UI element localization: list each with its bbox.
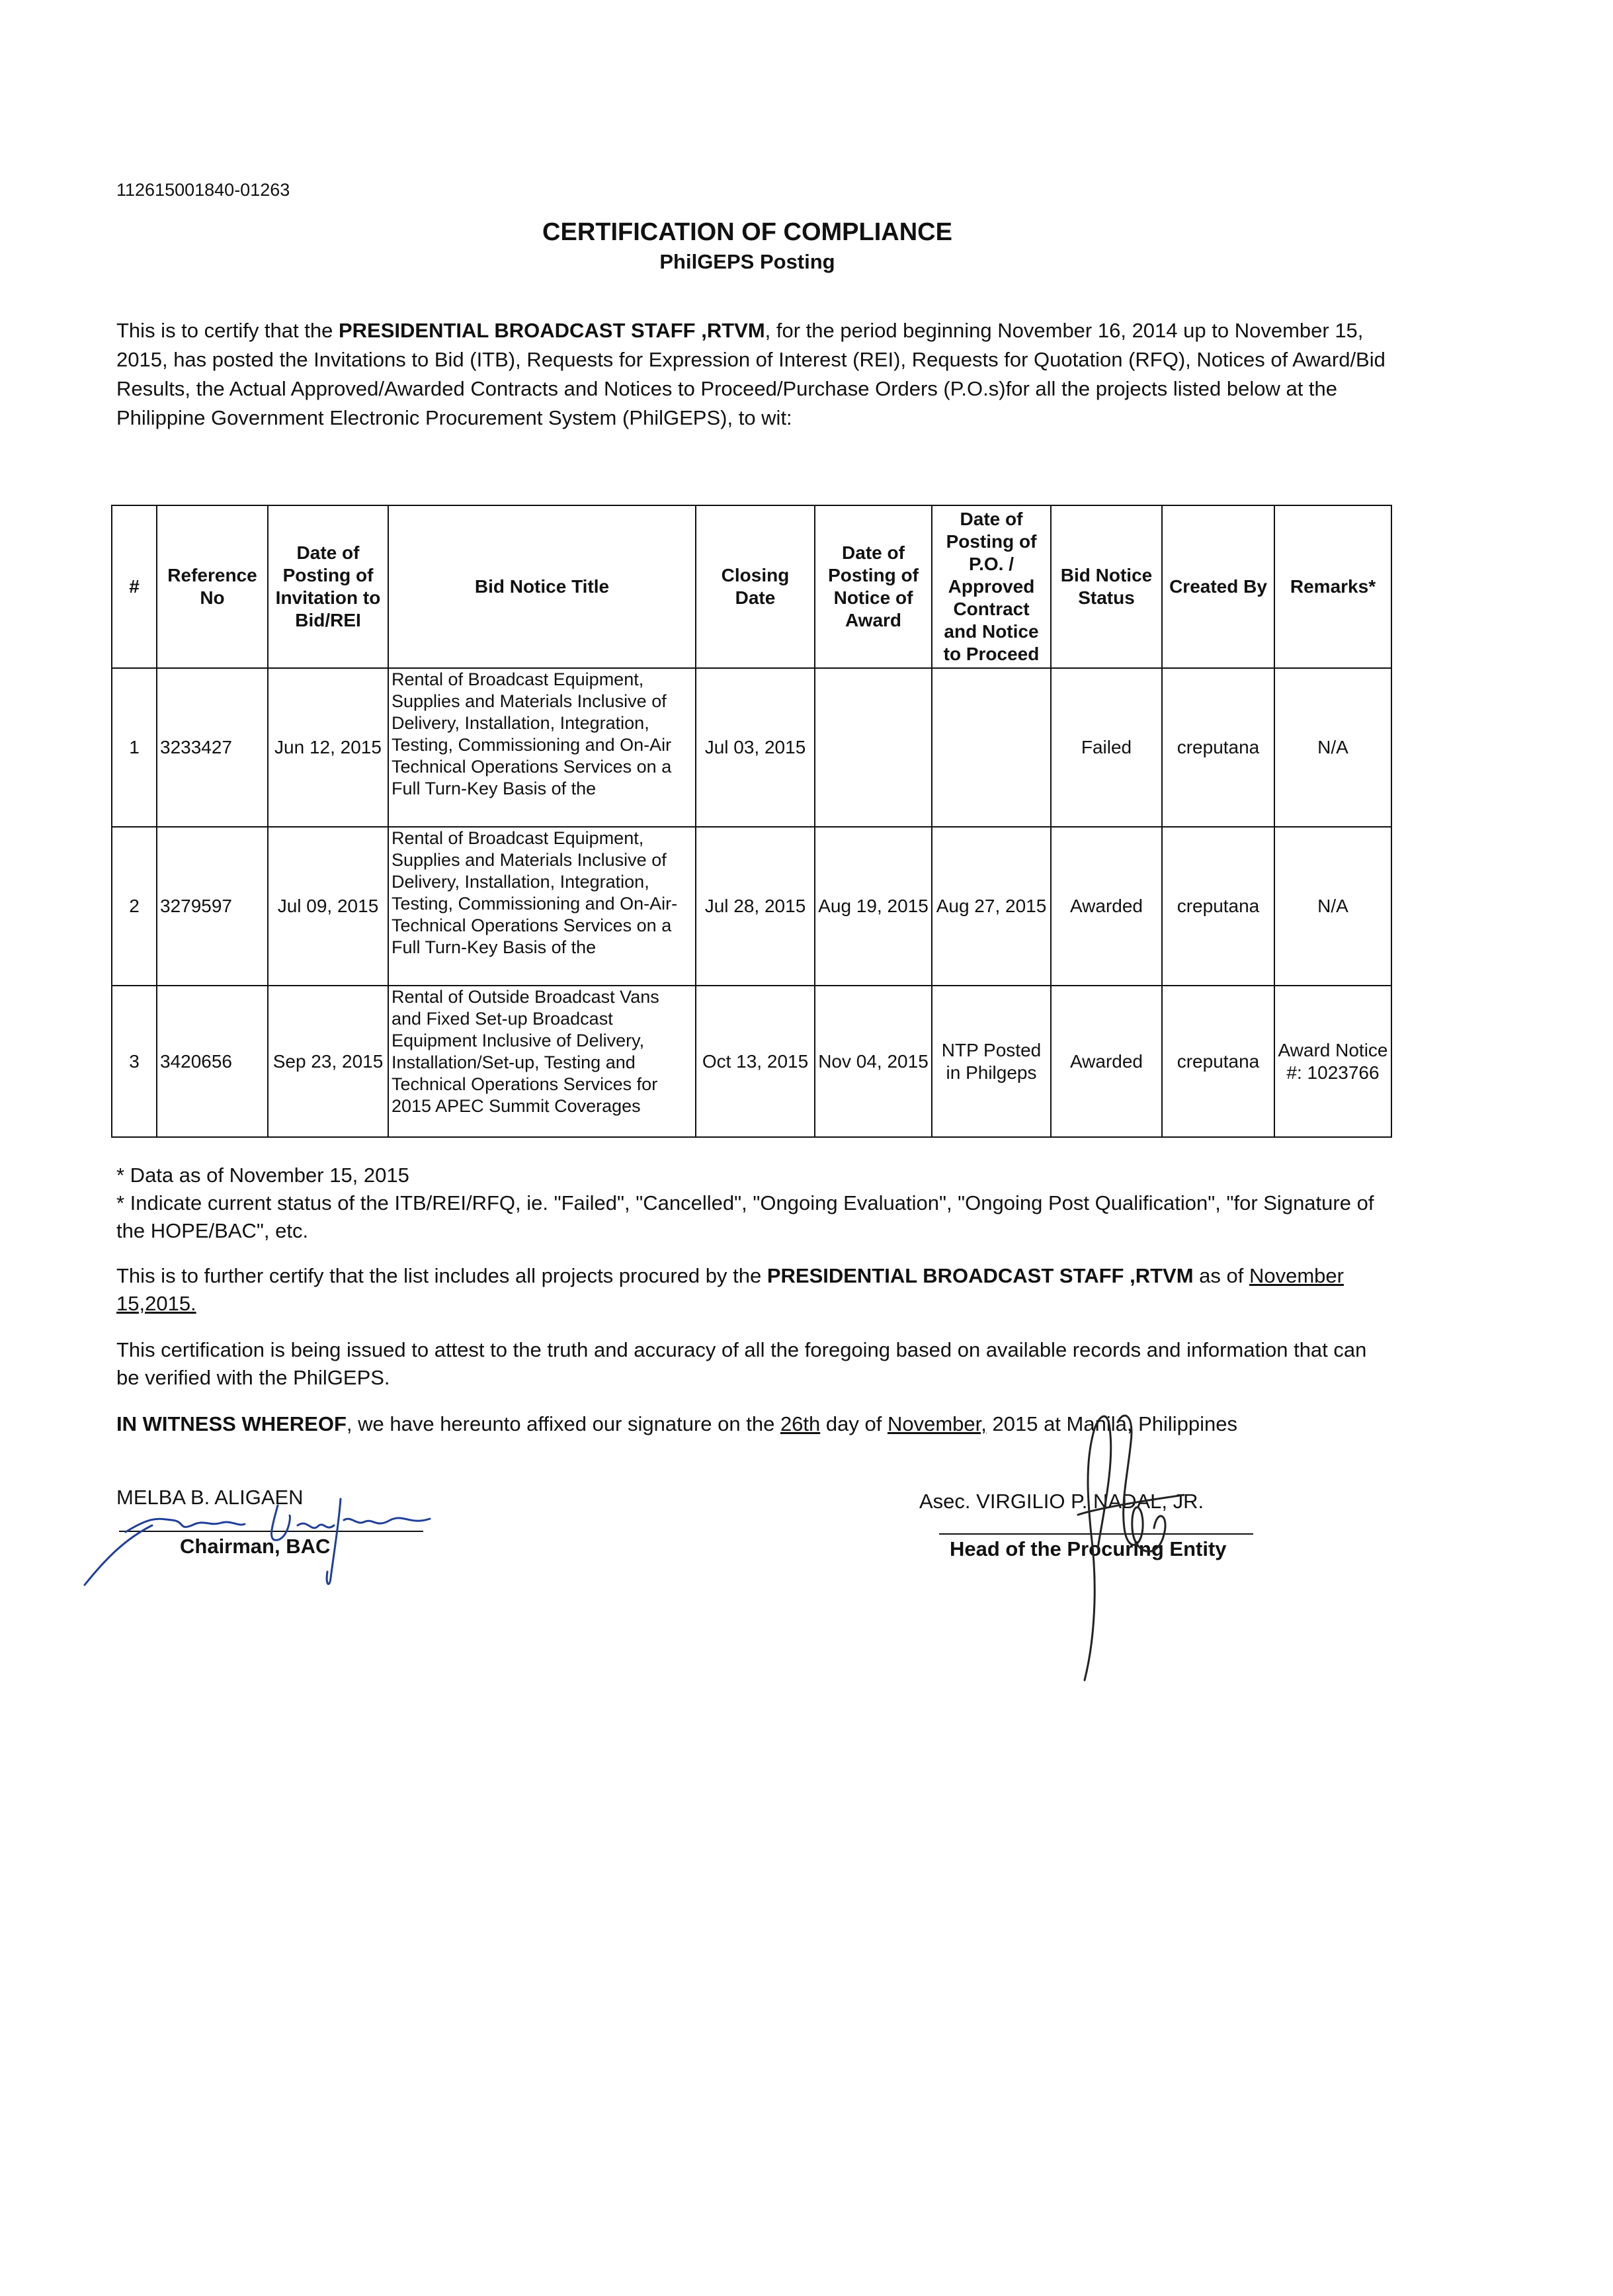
header-bid-title: Bid Notice Title (388, 505, 696, 668)
footnote-data-as-of: * Data as of November 15, 2015 (116, 1164, 409, 1187)
witness-mid: day of (820, 1412, 888, 1435)
cell-num: 1 (112, 668, 157, 827)
cell-award-date: Aug 19, 2015 (815, 827, 932, 986)
witness-day: 26th (780, 1412, 821, 1435)
page-subtitle: PhilGEPS Posting (659, 250, 835, 273)
further-pre: This is to further certify that the list includes all projects procured by the (116, 1264, 767, 1287)
intro-pre: This is to certify that the (116, 319, 339, 342)
cell-award-date (815, 668, 932, 827)
attest-paragraph: This certification is being issued to attest to the truth and accuracy of all the foregoing based on available records and information that can be verified with the PhilGEPS. (116, 1338, 1367, 1389)
header-remarks: Remarks* (1274, 505, 1391, 668)
cell-remarks: Award Notice #: 1023766 (1274, 986, 1391, 1137)
page-title: CERTIFICATION OF COMPLIANCE (542, 218, 952, 246)
cell-closing-date: Oct 13, 2015 (696, 986, 815, 1137)
document-id: 112615001840-01263 (116, 180, 290, 200)
cell-remarks: N/A (1274, 827, 1391, 986)
bid-notices-table (111, 505, 1392, 1138)
header-po-date: Date of Posting of P.O. / Approved Contract and Notice to Proceed (932, 505, 1051, 668)
further-entity: PRESIDENTIAL BROADCAST STAFF ,RTVM (766, 1264, 1194, 1287)
table-header-row (112, 505, 1391, 668)
right-signatory-name: Asec. VIRGILIO P. NADAL, JR. (919, 1490, 1204, 1513)
left-signatory-name: MELBA B. ALIGAEN (116, 1486, 304, 1509)
cell-bid-title: Rental of Outside Broadcast Vans and Fixed Set-up Broadcast Equipment Inclusive of Delivery, Installation/Set-up, Testing and Technical Operations Services for 2015 APEC Summit Coverages (388, 986, 696, 1137)
header-itb-date: Date of Posting of Invitation to Bid/REI (268, 505, 388, 668)
cell-itb-date: Sep 23, 2015 (268, 986, 388, 1137)
cell-remarks: N/A (1274, 668, 1391, 827)
cell-ref: 3233427 (157, 668, 268, 827)
intro-entity: PRESIDENTIAL BROADCAST STAFF ,RTVM (338, 319, 765, 342)
cell-award-date: Nov 04, 2015 (815, 986, 932, 1137)
header-ref: Reference No (157, 505, 268, 668)
footnotes (116, 1162, 1393, 1245)
footnote-status: * Indicate current status of the ITB/REI/RFQ, ie. "Failed", "Cancelled", "Ongoing Evaluation", "Ongoing Post Qualification", "for Signature of the HOPE/BAC", etc. (116, 1191, 1374, 1242)
left-signatory-title: Chairman, BAC (180, 1535, 331, 1558)
cell-created-by: creputana (1162, 827, 1274, 986)
witness-month: November, (887, 1412, 987, 1435)
left-handwritten-signature (79, 1479, 436, 1592)
cell-po-date (932, 668, 1051, 827)
header-closing-date: Closing Date (696, 505, 815, 668)
cell-num: 2 (112, 827, 157, 986)
cell-status: Failed (1051, 668, 1162, 827)
header-created-by: Created By (1162, 505, 1274, 668)
further-date: November 15,2015. (116, 1264, 1344, 1315)
witness-pre: , we have hereunto affixed our signature on the (346, 1412, 780, 1435)
cell-bid-title: Rental of Broadcast Equipment, Supplies and Materials Inclusive of Delivery, Installation, Integration, Testing, Commissioning and On-Air-Technical Operations Services on a Full Turn-Key Basis of the (388, 827, 696, 986)
witness-post: 2015 at Manila, Philippines (986, 1412, 1238, 1435)
cell-created-by: creputana (1162, 986, 1274, 1137)
cell-bid-title: Rental of Broadcast Equipment, Supplies and Materials Inclusive of Delivery, Installation, Integration, Testing, Commissioning and On-Air Technical Operations Services on a Full Turn-Key Basis of the (388, 668, 696, 827)
header-award-date: Date of Posting of Notice of Award (815, 505, 932, 668)
witness-paragraph (116, 1410, 1413, 1438)
intro-paragraph (116, 316, 1386, 433)
cell-created-by: creputana (1162, 668, 1274, 827)
header-status: Bid Notice Status (1051, 505, 1162, 668)
further-certify-paragraph (116, 1262, 1393, 1318)
cell-itb-date: Jul 09, 2015 (268, 827, 388, 986)
cell-num: 3 (112, 986, 157, 1137)
cell-itb-date: Jun 12, 2015 (268, 668, 388, 827)
cell-status: Awarded (1051, 827, 1162, 986)
table-row (112, 827, 1391, 986)
further-mid: as of (1193, 1264, 1249, 1287)
right-handwritten-signature (1058, 1402, 1190, 1687)
table-row (112, 668, 1391, 827)
cell-po-date: Aug 27, 2015 (932, 827, 1051, 986)
right-signatory-title: Head of the Procuring Entity (950, 1537, 1227, 1560)
cell-status: Awarded (1051, 986, 1162, 1137)
intro-post: , for the period beginning November 16, 2014 up to November 15, 2015, has posted the Invitations to Bid (ITB), Requests for Expression of Interest (REI), Requests for Quotation (RFQ), Notices of Award/Bid Results, the Actual Approved/Awarded Contracts and Notices to Proceed/Purchase Orders (P.O.s)for all the projects listed below at the Philippine Government Electronic Procurement System (PhilGEPS), to wit: (116, 319, 1386, 429)
cell-po-date: NTP Posted in Philgeps (932, 986, 1051, 1137)
table-row (112, 986, 1391, 1137)
cell-ref: 3279597 (157, 827, 268, 986)
cell-closing-date: Jul 28, 2015 (696, 827, 815, 986)
witness-lead: IN WITNESS WHEREOF (116, 1412, 347, 1435)
cell-ref: 3420656 (157, 986, 268, 1137)
header-num: # (112, 505, 157, 668)
cell-closing-date: Jul 03, 2015 (696, 668, 815, 827)
